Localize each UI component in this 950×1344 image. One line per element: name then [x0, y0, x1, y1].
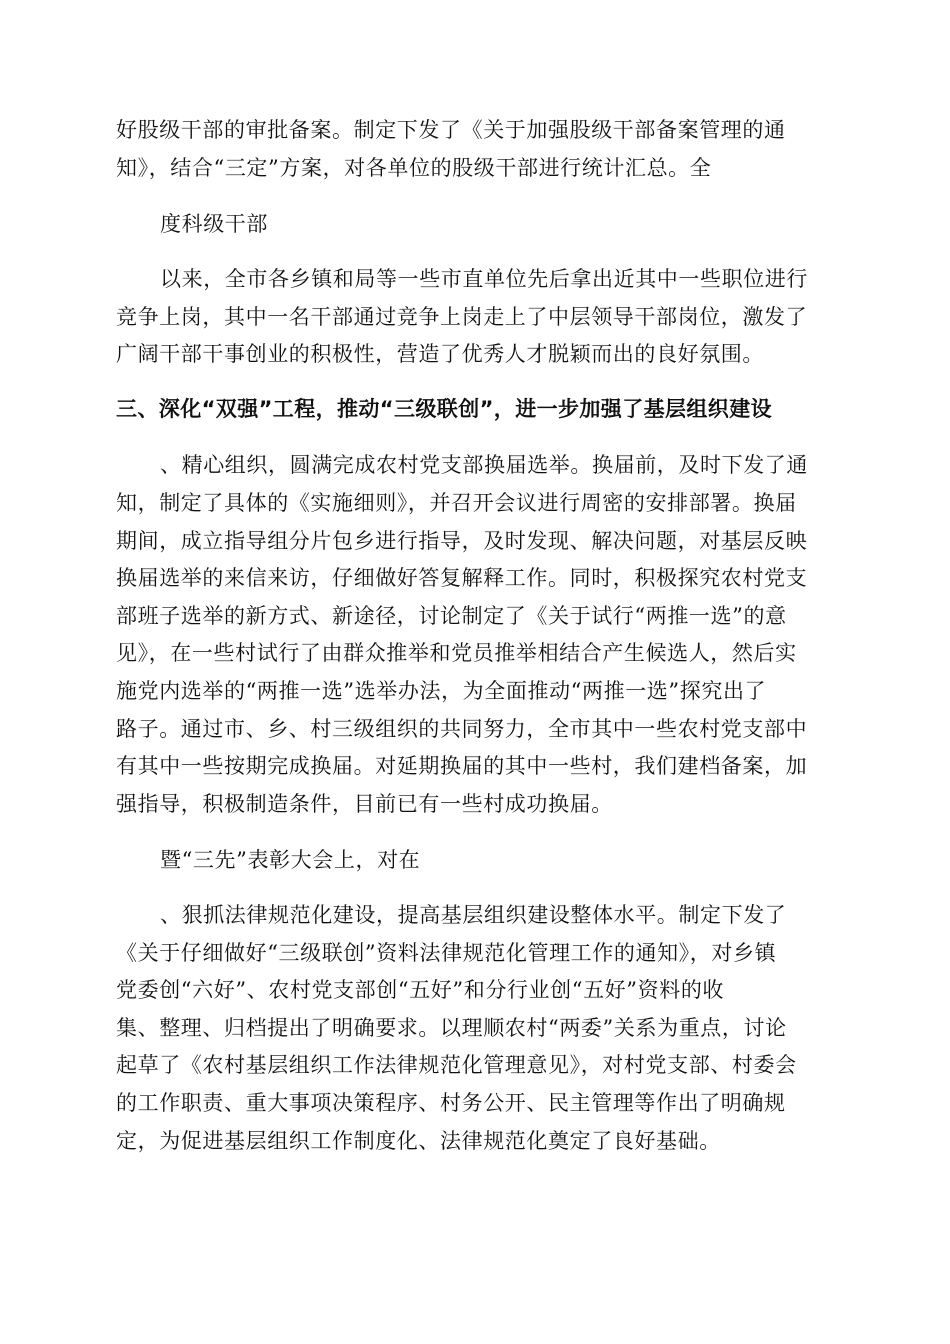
section-heading: 三、深化“双强”工程，推动“三级联创”，进一步加强了基层组织建设 — [116, 397, 773, 421]
paragraph-line: 有其中一些按期完成换届。对延期换届的其中一些村，我们建档备案，加 — [116, 754, 808, 778]
paragraph-line: 度科级干部 — [160, 212, 268, 236]
paragraph-line: 竞争上岗，其中一名干部通过竞争上岗走上了中层领导干部岗位，激发了 — [116, 305, 808, 329]
paragraph-line: 路子。通过市、乡、村三级组织的共同努力，全市其中一些农村党支部中 — [116, 717, 808, 741]
paragraph-line: 换届选举的来信来访，仔细做好答复解释工作。同时，积极探究农村党支 — [116, 566, 808, 590]
paragraph-line: 强指导，积极制造条件，目前已有一些村成功换届。 — [116, 792, 613, 816]
paragraph-line: 部班子选举的新方式、新途径，讨论制定了《关于试行“两推一选”的意 — [116, 604, 787, 628]
paragraph-line: 起草了《农村基层组织工作法律规范化管理意见》，对村党支部、村委会 — [116, 1053, 797, 1077]
paragraph-line: 暨“三先”表彰大会上，对在 — [160, 848, 421, 872]
paragraph-line: 的工作职责、重大事项决策程序、村务公开、民主管理等作出了明确规 — [116, 1091, 786, 1115]
paragraph-line: 、狠抓法律规范化建设，提高基层组织建设整体水平。制定下发了 — [160, 903, 787, 927]
paragraph-line: 定，为促进基层组织工作制度化、法律规范化奠定了良好基础。 — [116, 1129, 721, 1153]
paragraph-line: 好股级干部的审批备案。制定下发了《关于加强股级干部备案管理的通 — [116, 118, 786, 142]
paragraph-line: 知》，结合“三定”方案，对各单位的股级干部进行统计汇总。全 — [116, 156, 712, 180]
paragraph-line: 知，制定了具体的《实施细则》，并召开会议进行周密的安排部署。换届 — [116, 491, 797, 515]
paragraph-line: 广阔干部干事创业的积极性，营造了优秀人才脱颖而出的良好氛围。 — [116, 342, 764, 366]
paragraph-line: 党委创“六好”、农村党支部创“五好”和分行业创“五好”资料的收 — [116, 978, 725, 1002]
paragraph-line: 见》，在一些村试行了由群众推举和党员推举相结合产生候选人，然后实 — [116, 641, 797, 665]
paragraph-line: 以来，全市各乡镇和局等一些市直单位先后拿出近其中一些职位进行 — [160, 267, 808, 291]
paragraph-line: 集、整理、归档提出了明确要求。以理顺农村“两委”关系为重点，讨论 — [116, 1016, 787, 1040]
paragraph-line: 、精心组织，圆满完成农村党支部换届选举。换届前，及时下发了通 — [160, 453, 808, 477]
paragraph-line: 期间，成立指导组分片包乡进行指导，及时发现、解决问题，对基层反映 — [116, 529, 808, 553]
paragraph-line: 《关于仔细做好“三级联创”资料法律规范化管理工作的通知》，对乡镇 — [116, 941, 777, 965]
paragraph-line: 施党内选举的“两推一选”选举办法，为全面推动“两推一选”探究出了 — [116, 679, 767, 703]
